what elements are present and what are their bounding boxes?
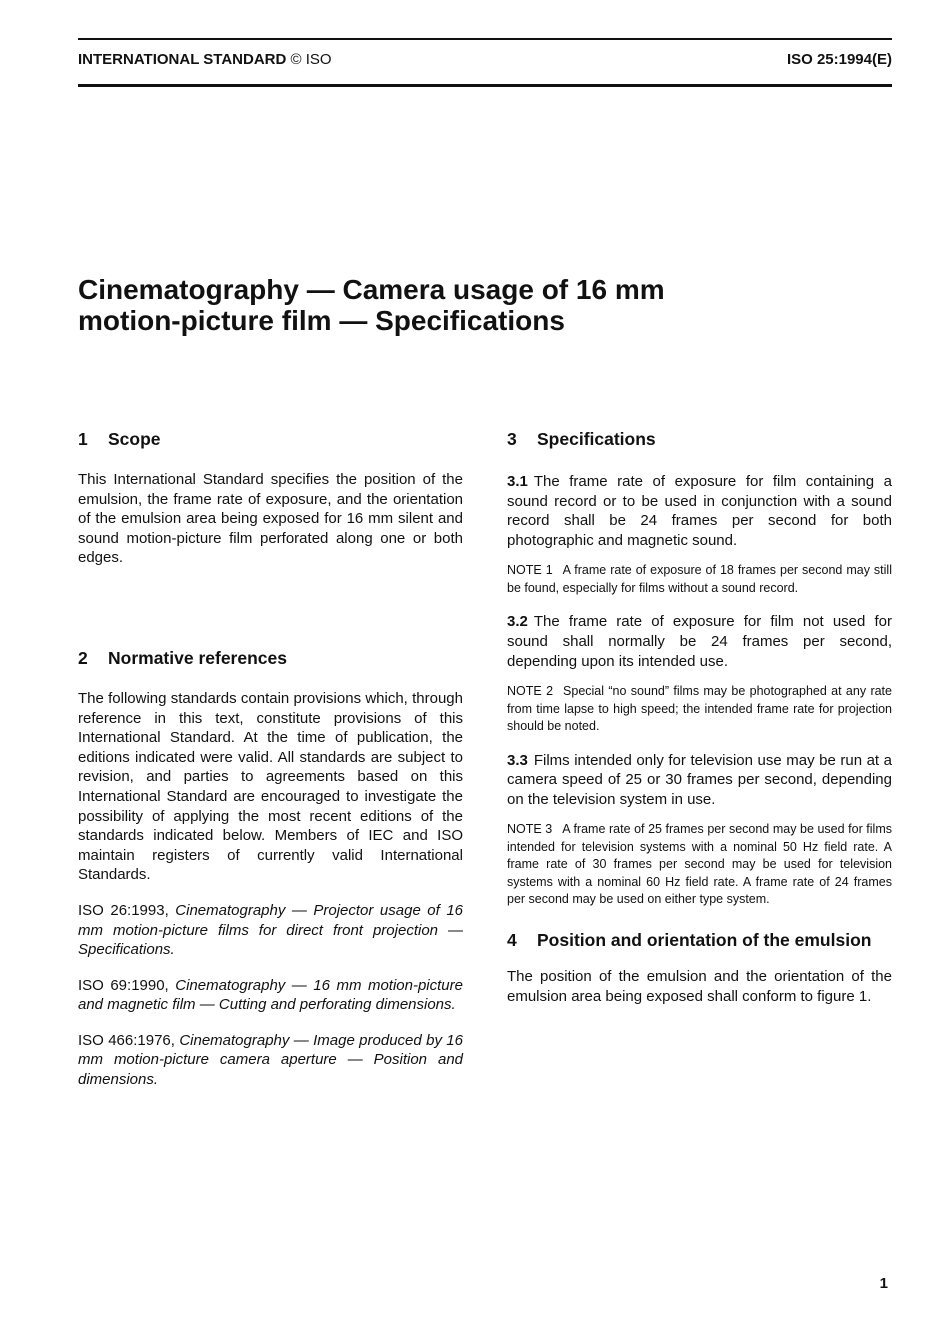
right-column — [507, 428, 892, 1006]
running-header — [78, 51, 892, 75]
copyright-mark: © ISO — [290, 51, 332, 68]
left-column — [78, 428, 463, 1090]
position-body: The position of the emulsion and the orientation of the emulsion area being exposed shall conform to figure 1. — [507, 967, 892, 1005]
title-line-2: motion-picture film — Specifications — [78, 305, 565, 336]
title-line-1: Cinematography — Camera usage of 16 mm — [78, 274, 665, 305]
header-document-number: ISO 25:1994(E) — [786, 51, 892, 68]
page-number: 1 — [879, 1275, 888, 1292]
section-heading: 1 Scope — [78, 429, 161, 449]
header-bottom-rule — [78, 84, 892, 87]
section-heading: 2 Normative references — [78, 647, 287, 668]
normative-body: The following standards contain provisions which, through reference in this text, constitute provisions of this International Standard. At the time of publication, the editions indicated were valid. All standards are subject to revision, and parties to agreements based on this International Standard are encouraged to investigate the possibility of applying the most recent editions of the standards indicated below. Members of IEC and ISO maintain registers of currently valid International Standards. — [78, 689, 463, 884]
clause-3-2: 3.2 The frame rate of exposure for film not used for sound shall normally be 24 frames per second, depending upon its intended use. — [507, 613, 892, 670]
section-heading: 3 Specifications — [507, 429, 656, 449]
note-3: NOTE 3 A frame rate of 25 frames per second may be used for films intended for television systems with a nominal 50 Hz field rate. A frame rate of 30 frames per second may be used for television systems with a nominal 60 Hz field rate. A frame rate of 24 frames per second may be used on either type system. — [507, 822, 892, 907]
section-specifications — [507, 428, 892, 909]
section-position-orientation — [507, 929, 892, 1006]
scope-body: This International Standard specifies the position of the emulsion, the frame rate of exposure, and the orientation of the emulsion area being exposed for 16 mm silent and sound motion-picture film perforated along one or both edges. — [78, 471, 463, 567]
note-2: NOTE 2 Special “no sound” films may be photographed at any rate from time lapse to high speed; the intended frame rate for projection should be noted. — [507, 684, 892, 734]
section-scope — [78, 428, 463, 568]
header-top-rule — [78, 38, 892, 40]
document-title — [78, 274, 878, 336]
note-1: NOTE 1 A frame rate of exposure of 18 frames per second may still be found, especially for films without a sound record. — [507, 563, 892, 595]
reference-entry: ISO 466:1976, Cinematography — Image produced by 16 mm motion-picture camera aperture — Position and dimensions. — [78, 1031, 463, 1089]
clause-3-3: 3.3 Films intended only for television use may be run at a camera speed of 25 or 30 frames per second, depending on the television system in use. — [507, 751, 892, 808]
reference-entry: ISO 69:1990, Cinematography — 16 mm motion-picture and magnetic film — Cutting and perforating dimensions. — [78, 976, 463, 1014]
section-normative-references — [78, 647, 463, 1090]
section-heading: 4 Position and orientation of the emulsion — [507, 929, 872, 950]
reference-entry: ISO 26:1993, Cinematography — Projector usage of 16 mm motion-picture films for direct front projection — Specifications. — [78, 901, 464, 959]
header-standard-label: INTERNATIONAL STANDARD © ISO — [78, 51, 332, 68]
clause-3-1: 3.1 The frame rate of exposure for film containing a sound record or to be used in conjunction with a sound record shall be 24 frames per second for both photographic and magnetic sound. — [507, 473, 892, 549]
